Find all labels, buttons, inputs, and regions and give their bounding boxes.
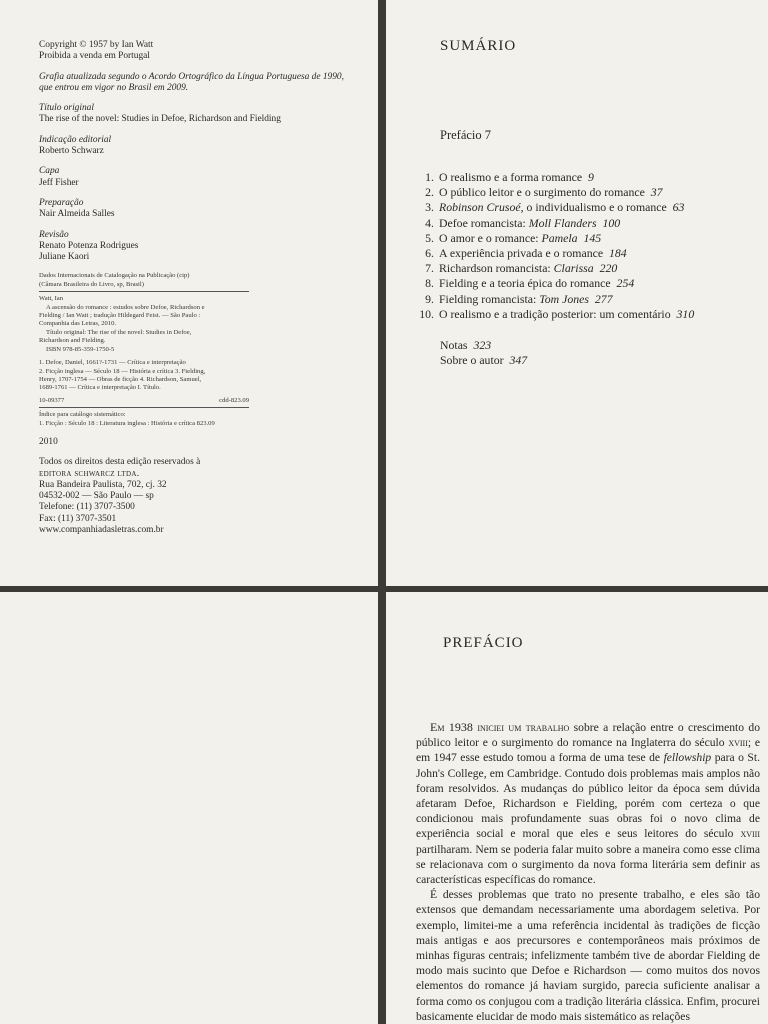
contents-page bbox=[386, 0, 768, 586]
toc-page: 254 bbox=[616, 276, 635, 291]
toc-preface-label: Prefácio bbox=[440, 128, 482, 142]
toc-work-title: Clarissa bbox=[553, 261, 594, 276]
toc-page: 323 bbox=[473, 338, 492, 352]
editorial-label: Indicação editorial bbox=[39, 134, 112, 145]
toc-page: 310 bbox=[676, 306, 695, 321]
cip-subject: 2. Ficção inglesa — Século 18 — História e crítica 3. Fielding, bbox=[39, 367, 206, 375]
preparation-label: Preparação bbox=[39, 197, 84, 208]
edition-year: 2010 bbox=[39, 436, 58, 447]
toc-number: 5. bbox=[425, 230, 434, 245]
toc-item bbox=[398, 292, 758, 307]
preparation-name: Nair Almeida Salles bbox=[39, 209, 115, 220]
toc-work-title: Moll Flanders bbox=[528, 215, 597, 230]
copyright-block bbox=[39, 40, 359, 536]
cover-label: Capa bbox=[39, 166, 60, 177]
prohibition-line: Proibida a venda em Portugal bbox=[39, 51, 150, 62]
toc-notes bbox=[440, 338, 527, 353]
toc-title: O realismo e a tradição posterior: um comentário bbox=[439, 306, 671, 321]
cip-author: Watt, Ian bbox=[39, 295, 64, 303]
toc-number: 2. bbox=[425, 185, 434, 200]
cip-isbn: ISBN 978-85-359-1750-5 bbox=[46, 345, 115, 353]
toc-item bbox=[398, 200, 758, 215]
preface-paragraph bbox=[416, 720, 760, 887]
preface-text: para o St. John's College, em Cambridge. Contudo dois problemas mais amplos não foram resolvidos. As mudanças do público leitor da época sem dúvida afetaram Defoe, Richardson e Fielding, porém com certeza o que condicionou mais profundamente suas obras foi o novo clima de experiência social e moral que eles e seus leitores do século bbox=[416, 751, 760, 841]
cip-cdd: cdd-823.09 bbox=[219, 396, 249, 404]
toc-item bbox=[398, 216, 758, 231]
toc-item bbox=[398, 185, 758, 200]
toc-title: Fielding romancista: bbox=[439, 291, 537, 306]
toc-item bbox=[398, 170, 758, 185]
cip-line: Companhia das Letras, 2010. bbox=[39, 320, 117, 328]
toc-page: 347 bbox=[509, 353, 528, 368]
publisher-address: Rua Bandeira Paulista, 702, cj. 32 bbox=[39, 479, 167, 490]
toc-page: 9 bbox=[588, 170, 594, 184]
toc-work-title: Tom Jones bbox=[539, 291, 589, 306]
cip-line: Fielding / Ian Watt ; tradução Hildegard Feist. — São Paulo : bbox=[39, 312, 201, 320]
cip-control-number: 10-09377 bbox=[39, 396, 65, 404]
cip-subject: 1. Defoe, Daniel, 1661?-1731 — Crítica e interpretação bbox=[39, 359, 186, 367]
cip-line: Título original: The rise of the novel: Studies in Defoe, bbox=[46, 328, 192, 336]
toc-title: Defoe romancista: bbox=[439, 215, 526, 230]
toc-work-title: Pamela bbox=[541, 230, 578, 245]
toc-number: 8. bbox=[425, 276, 434, 291]
toc-item bbox=[398, 231, 758, 246]
cip-line: A ascensão do romance : estudos sobre Defoe, Richardson e bbox=[46, 303, 205, 311]
toc-title: A experiência privada e o romance bbox=[439, 246, 604, 261]
toc-about-label: Sobre o autor bbox=[440, 353, 504, 368]
preface-lead: Em 1938 iniciei um trabalho bbox=[430, 720, 570, 734]
publisher-name: editora schwarcz ltda. bbox=[39, 468, 140, 479]
century-numeral: xviii bbox=[728, 735, 748, 750]
toc-title: O realismo e a forma romance bbox=[439, 170, 583, 184]
toc-number: 3. bbox=[425, 200, 434, 215]
cip-index: 1. Ficção : Século 18 : Literatura inglesa : História e crítica 823.09 bbox=[39, 419, 215, 427]
cip-divider bbox=[39, 291, 249, 292]
orthography-note: Grafia atualizada segundo o Acordo Ortográfico da Língua Portuguesa de 1990, bbox=[39, 71, 344, 82]
toc-item bbox=[398, 246, 758, 261]
publisher-website: www.companhiadasletras.com.br bbox=[39, 525, 164, 536]
toc-page: 145 bbox=[583, 230, 602, 245]
revision-name-2: Juliane Kaori bbox=[39, 252, 90, 263]
toc-list bbox=[398, 170, 758, 322]
toc-number: 1. bbox=[425, 170, 434, 184]
toc-title: o individualismo e o romance bbox=[526, 200, 667, 215]
publisher-fax: Fax: (11) 3707-3501 bbox=[39, 513, 117, 524]
toc-page: 220 bbox=[599, 261, 618, 276]
revision-label: Revisão bbox=[39, 229, 69, 240]
editorial-name: Roberto Schwarz bbox=[39, 146, 104, 157]
copyright-line: Copyright © 1957 by Ian Watt bbox=[39, 40, 154, 50]
toc-number: 4. bbox=[425, 215, 434, 230]
cover-name: Jeff Fisher bbox=[39, 177, 79, 188]
toc-preface bbox=[440, 128, 491, 143]
toc-page: 184 bbox=[609, 246, 627, 261]
publisher-city: 04532-002 — São Paulo — sp bbox=[39, 491, 154, 502]
preface-text: ; e em 1947 esse estudo tomou a forma de uma tese de bbox=[416, 736, 761, 765]
cip-subject: Henry, 1707-1754 — Obras de ficção 4. Richardson, Samuel, bbox=[39, 375, 202, 383]
preface-body bbox=[416, 720, 760, 1024]
cip-line: Richardson and Fielding. bbox=[39, 337, 106, 345]
cip-divider bbox=[39, 407, 249, 408]
preface-text: partilharam. Nem se poderia falar muito sobre a maneira como esse clima se relacionava com o surgimento da nova forma literária sem definir as características específicas do romance. bbox=[416, 842, 760, 887]
cip-header-2: (Câmara Brasileira do Livro, sp, Brasil) bbox=[39, 280, 144, 288]
toc-item bbox=[398, 276, 758, 291]
toc-title: O público leitor e o surgimento do romance bbox=[439, 185, 645, 200]
toc-backmatter bbox=[440, 338, 527, 368]
toc-work-title: Robinson Crusoé, bbox=[439, 200, 524, 215]
toc-title: Richardson romancista: bbox=[439, 261, 551, 276]
century-numeral: xviii bbox=[740, 826, 760, 841]
toc-number: 10. bbox=[419, 306, 434, 321]
orthography-note-2: que entrou em vigor no Brasil em 2009. bbox=[39, 82, 189, 93]
cip-index-label: Índice para catálogo sistemático: bbox=[39, 411, 126, 419]
preface-page bbox=[386, 592, 768, 1024]
original-title-label: Título original bbox=[39, 103, 94, 114]
toc-item bbox=[398, 307, 758, 322]
cip-codes bbox=[39, 397, 249, 405]
toc-number: 7. bbox=[425, 261, 434, 276]
preface-text: sobre a relação entre o crescimento do público leitor e o surgimento do romance na Inglaterra do século bbox=[416, 721, 760, 750]
preface-paragraph: É desses problemas que trato no presente trabalho, e eles são tão extensos que demandam necessariamente uma abordagem seletiva. Por exemplo, limitei-me a uma referência incidental às tradições de ficção mais antigas e aos precursores e contemporâneos mais próximos de minhas figuras centrais; infelizmente também tive de abordar Fielding de modo mais sucinto que Defoe e Richardson — como muitos dos novos elementos do romance já haviam surgido, parecia suficiente analisar a forma como os conjugou com a tradição literária clássica. Enfim, procurei basicamente elucidar de modo mais sistemático as relações bbox=[416, 888, 760, 1023]
toc-notes-label: Notas bbox=[440, 338, 468, 352]
toc-number: 9. bbox=[425, 291, 434, 306]
blank-page bbox=[0, 592, 378, 1024]
toc-preface-page: 7 bbox=[484, 128, 492, 142]
toc-page: 37 bbox=[650, 185, 663, 200]
cip-record bbox=[39, 272, 359, 428]
toc-page: 100 bbox=[602, 215, 621, 230]
toc-about bbox=[440, 353, 527, 368]
revision-name-1: Renato Potenza Rodrigues bbox=[39, 240, 139, 251]
contents-title: SUMÁRIO bbox=[440, 38, 517, 54]
toc-page: 63 bbox=[672, 200, 685, 215]
cip-subject: 1689-1761 — Crítica e interpretação I. Título. bbox=[39, 384, 161, 392]
original-title: The rise of the novel: Studies in Defoe, Richardson and Fielding bbox=[39, 114, 281, 125]
toc-title: O amor e o romance: bbox=[439, 230, 539, 245]
cip-header: Dados Internacionais de Catalogação na Publicação (cip) bbox=[39, 272, 190, 280]
toc-number: 6. bbox=[425, 246, 434, 261]
copyright-page bbox=[0, 0, 378, 586]
toc-title: Fielding e a teoria épica do romance bbox=[439, 276, 611, 291]
publisher-phone: Telefone: (11) 3707-3500 bbox=[39, 502, 135, 513]
toc-page: 277 bbox=[594, 291, 613, 306]
preface-title: PREFÁCIO bbox=[443, 635, 524, 651]
preface-italic-term: fellowship bbox=[663, 751, 712, 765]
toc-item bbox=[398, 261, 758, 276]
rights-line: Todos os direitos desta edição reservados à bbox=[39, 457, 201, 468]
